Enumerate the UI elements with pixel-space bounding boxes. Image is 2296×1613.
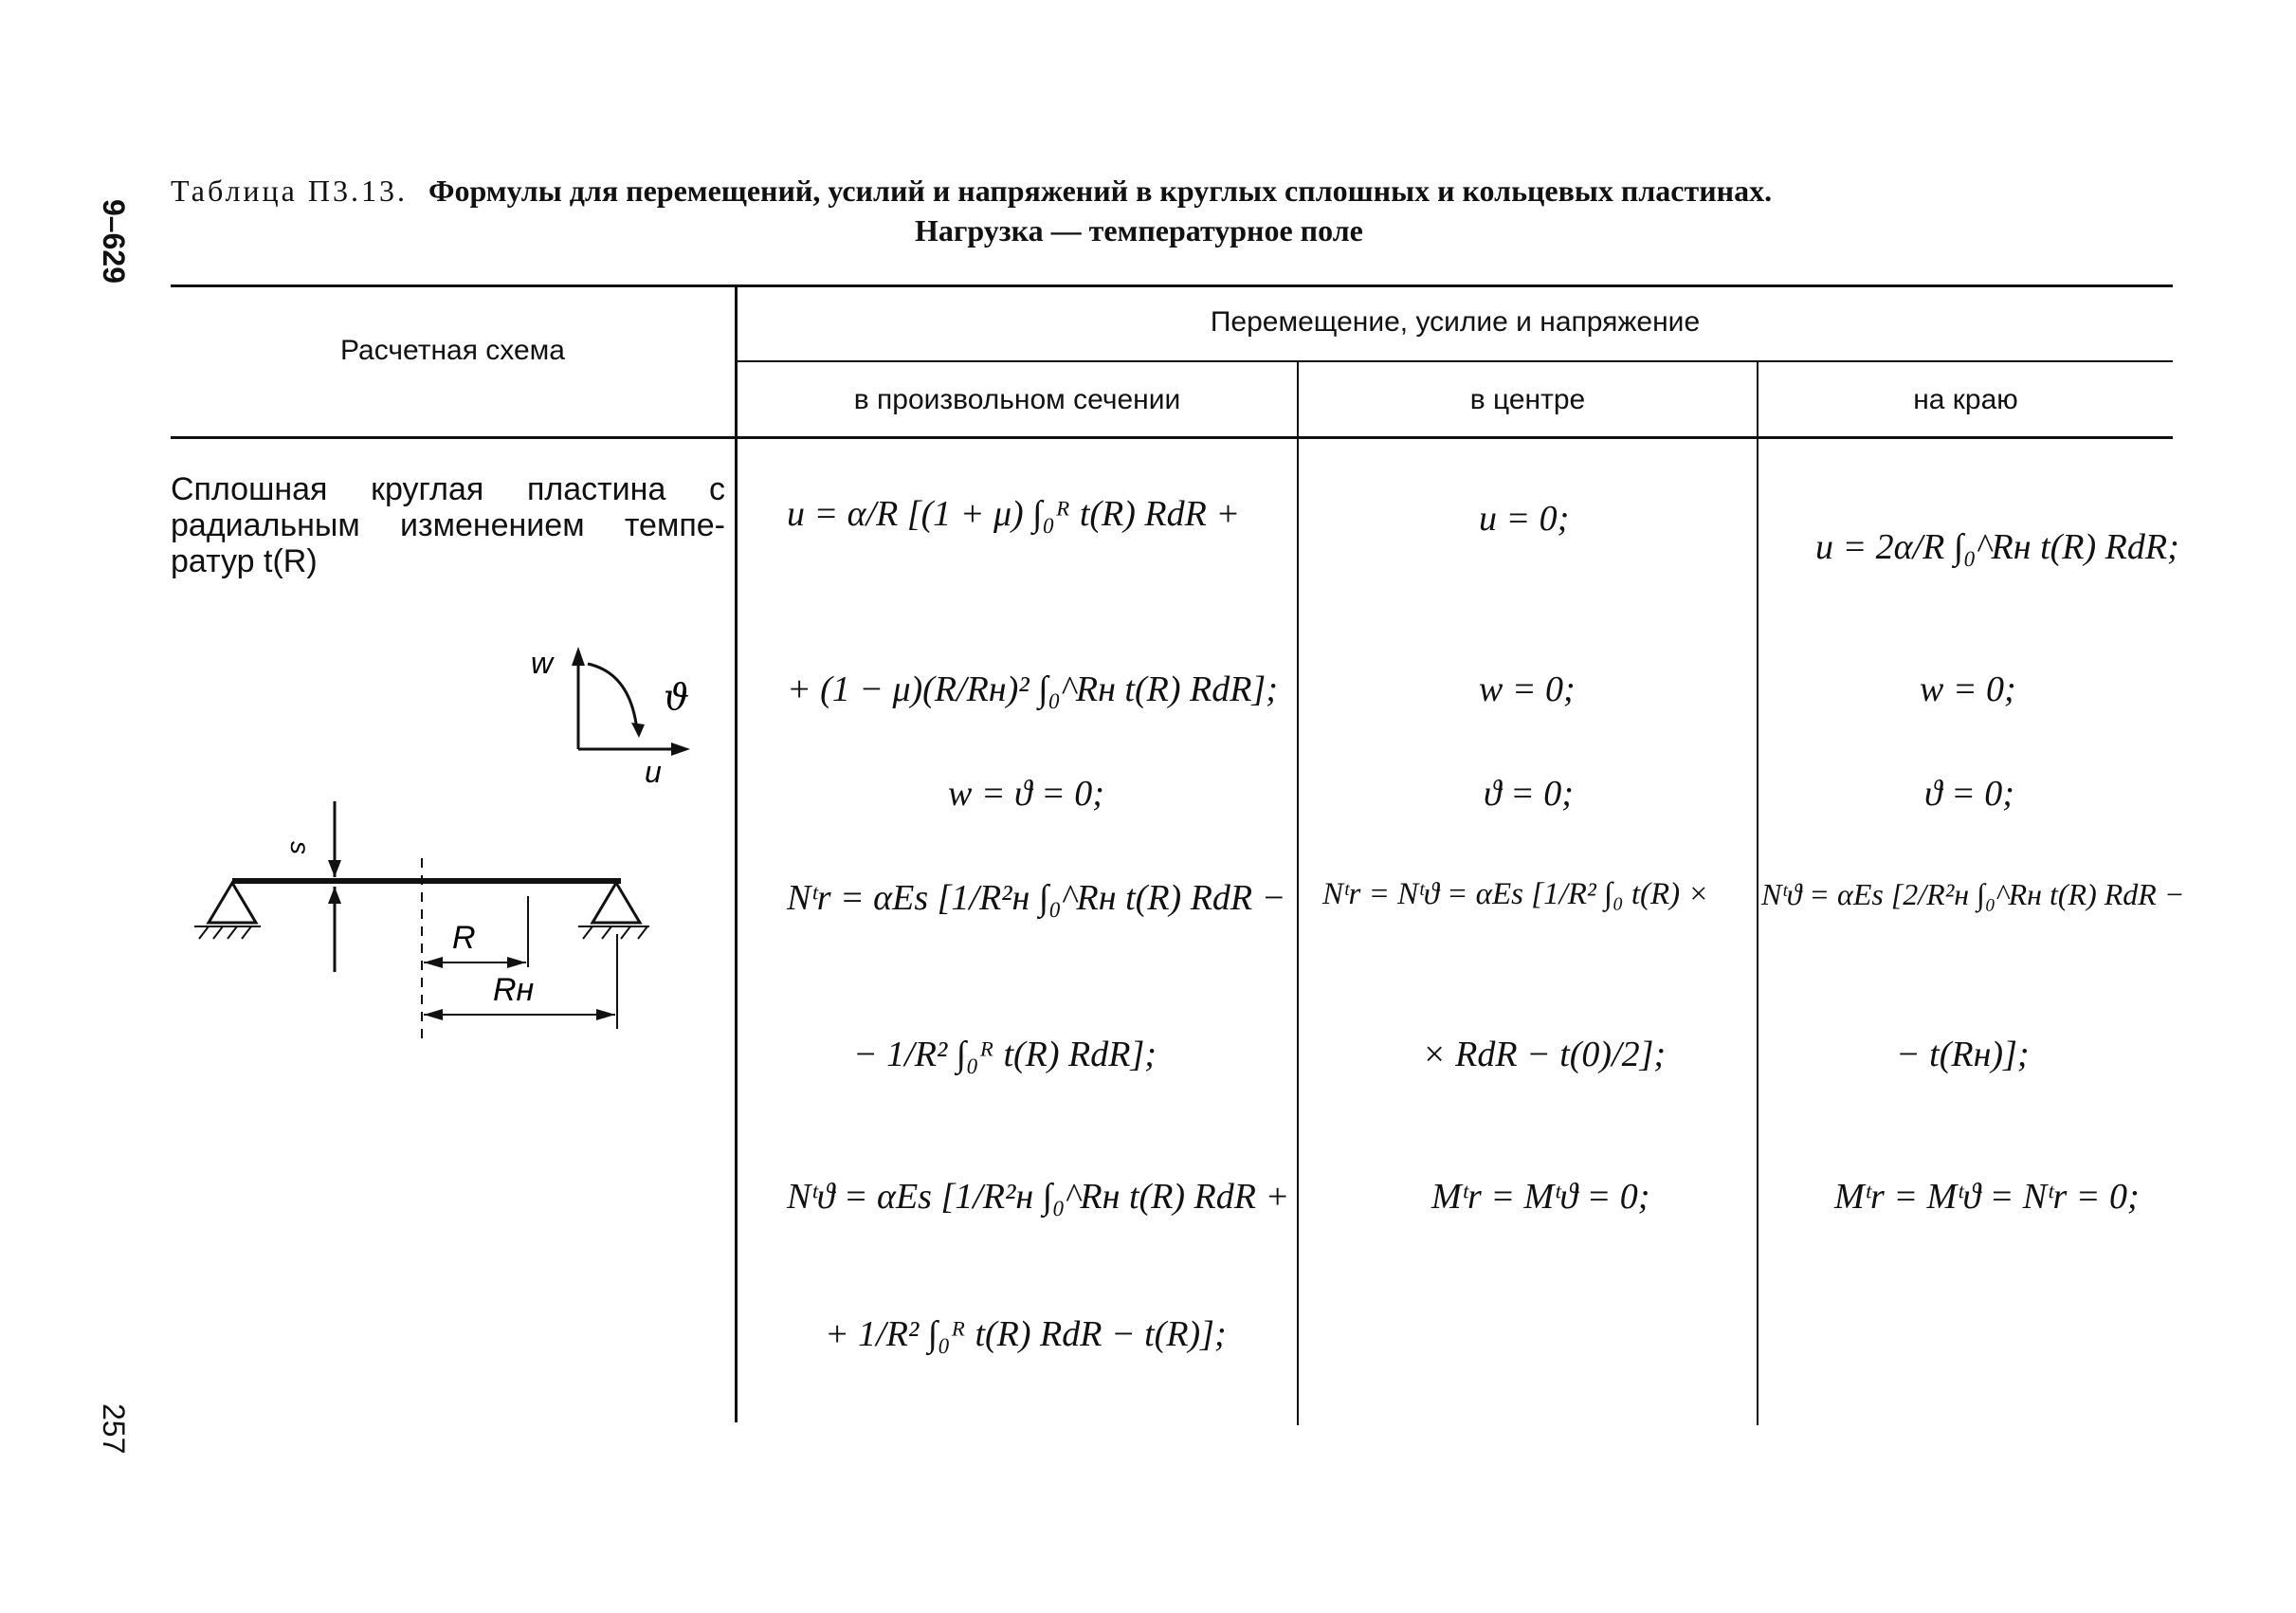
header-edge: на краю	[1913, 384, 2018, 415]
radius-label: R	[452, 920, 476, 956]
center-u: u = 0;	[1479, 499, 1570, 539]
axis-label-u: u	[645, 755, 662, 787]
table-title	[171, 174, 2171, 209]
formula-Nt-line2: + 1/R² ∫₀ᴿ t(R) RdR − t(R)];	[825, 1314, 1227, 1354]
edge-theta: ϑ = 0;	[1924, 774, 2014, 814]
axes-diagram	[512, 635, 720, 787]
col-divider-2	[1297, 361, 1299, 1425]
row-description: Сплошная круглая пластина с радиальным изменением температур t(R)	[171, 471, 725, 579]
center-w: w = 0;	[1479, 669, 1576, 709]
header-scheme: Расчетная схема	[340, 335, 565, 366]
formula-Nt-line1: Nᵗϑ = αEs [1/R²н ∫₀^Rн t(R) RdR +	[787, 1177, 1290, 1217]
header-center: в центре	[1469, 384, 1586, 415]
formula-w-theta: w = ϑ = 0;	[948, 774, 1104, 814]
page-number: 257	[97, 1403, 131, 1455]
axis-label-theta: ϑ	[664, 676, 690, 718]
formula-u-line1: u = α/R [(1 + μ) ∫₀ᴿ t(R) RdR +	[787, 494, 1240, 534]
header-group: Перемещение, усилие и напряжение	[1210, 306, 1701, 338]
center-N-line2: × RdR − t(0)/2];	[1422, 1035, 1667, 1074]
plate-diagram	[185, 801, 678, 1048]
edge-M: Mᵗr = Mᵗϑ = Nᵗr = 0;	[1834, 1177, 2140, 1217]
edge-w: w = 0;	[1920, 669, 2016, 709]
thickness-label: s	[285, 841, 315, 854]
center-N-line1: Nᵗr = Nᵗϑ = αEs [1/R² ∫₀ t(R) ×	[1322, 877, 1709, 911]
axis-label-w: w	[531, 646, 554, 680]
header-mid-rule	[736, 360, 2173, 362]
table-title-prefix: Таблица П3.13.	[171, 174, 408, 208]
formula-u-line2: + (1 − μ)(R/Rн)² ∫₀^Rн t(R) RdR];	[787, 669, 1278, 709]
header-arbitrary: в произвольном сечении	[853, 384, 1181, 415]
outer-radius-label: Rн	[493, 972, 535, 1008]
table-title-line2: Нагрузка — температурное поле	[915, 213, 1363, 247]
table-title-line1: Формулы для перемещений, усилий и напряжений в круглых сплошных и кольцевых пластинах.	[428, 174, 1773, 208]
col-divider-3	[1757, 361, 1758, 1425]
edge-N-line2: − t(Rн)];	[1896, 1035, 2030, 1074]
center-theta: ϑ = 0;	[1484, 774, 1574, 814]
header-bottom-rule	[171, 436, 2173, 439]
edge-u: u = 2α/R ∫₀^Rн t(R) RdR;	[1815, 527, 2179, 567]
sheet-code: 9–629	[97, 199, 131, 284]
edge-N-line1: Nᵗϑ = αEs [2/R²н ∫₀^Rн t(R) RdR −	[1761, 877, 2185, 911]
table-top-rule	[171, 284, 2173, 287]
formula-Nr-line1: Nᵗr = αEs [1/R²н ∫₀^Rн t(R) RdR −	[787, 878, 1286, 918]
col-divider-1	[735, 284, 738, 1422]
formula-Nr-line2: − 1/R² ∫₀ᴿ t(R) RdR];	[853, 1035, 1157, 1074]
center-M: Mᵗr = Mᵗϑ = 0;	[1431, 1177, 1650, 1217]
